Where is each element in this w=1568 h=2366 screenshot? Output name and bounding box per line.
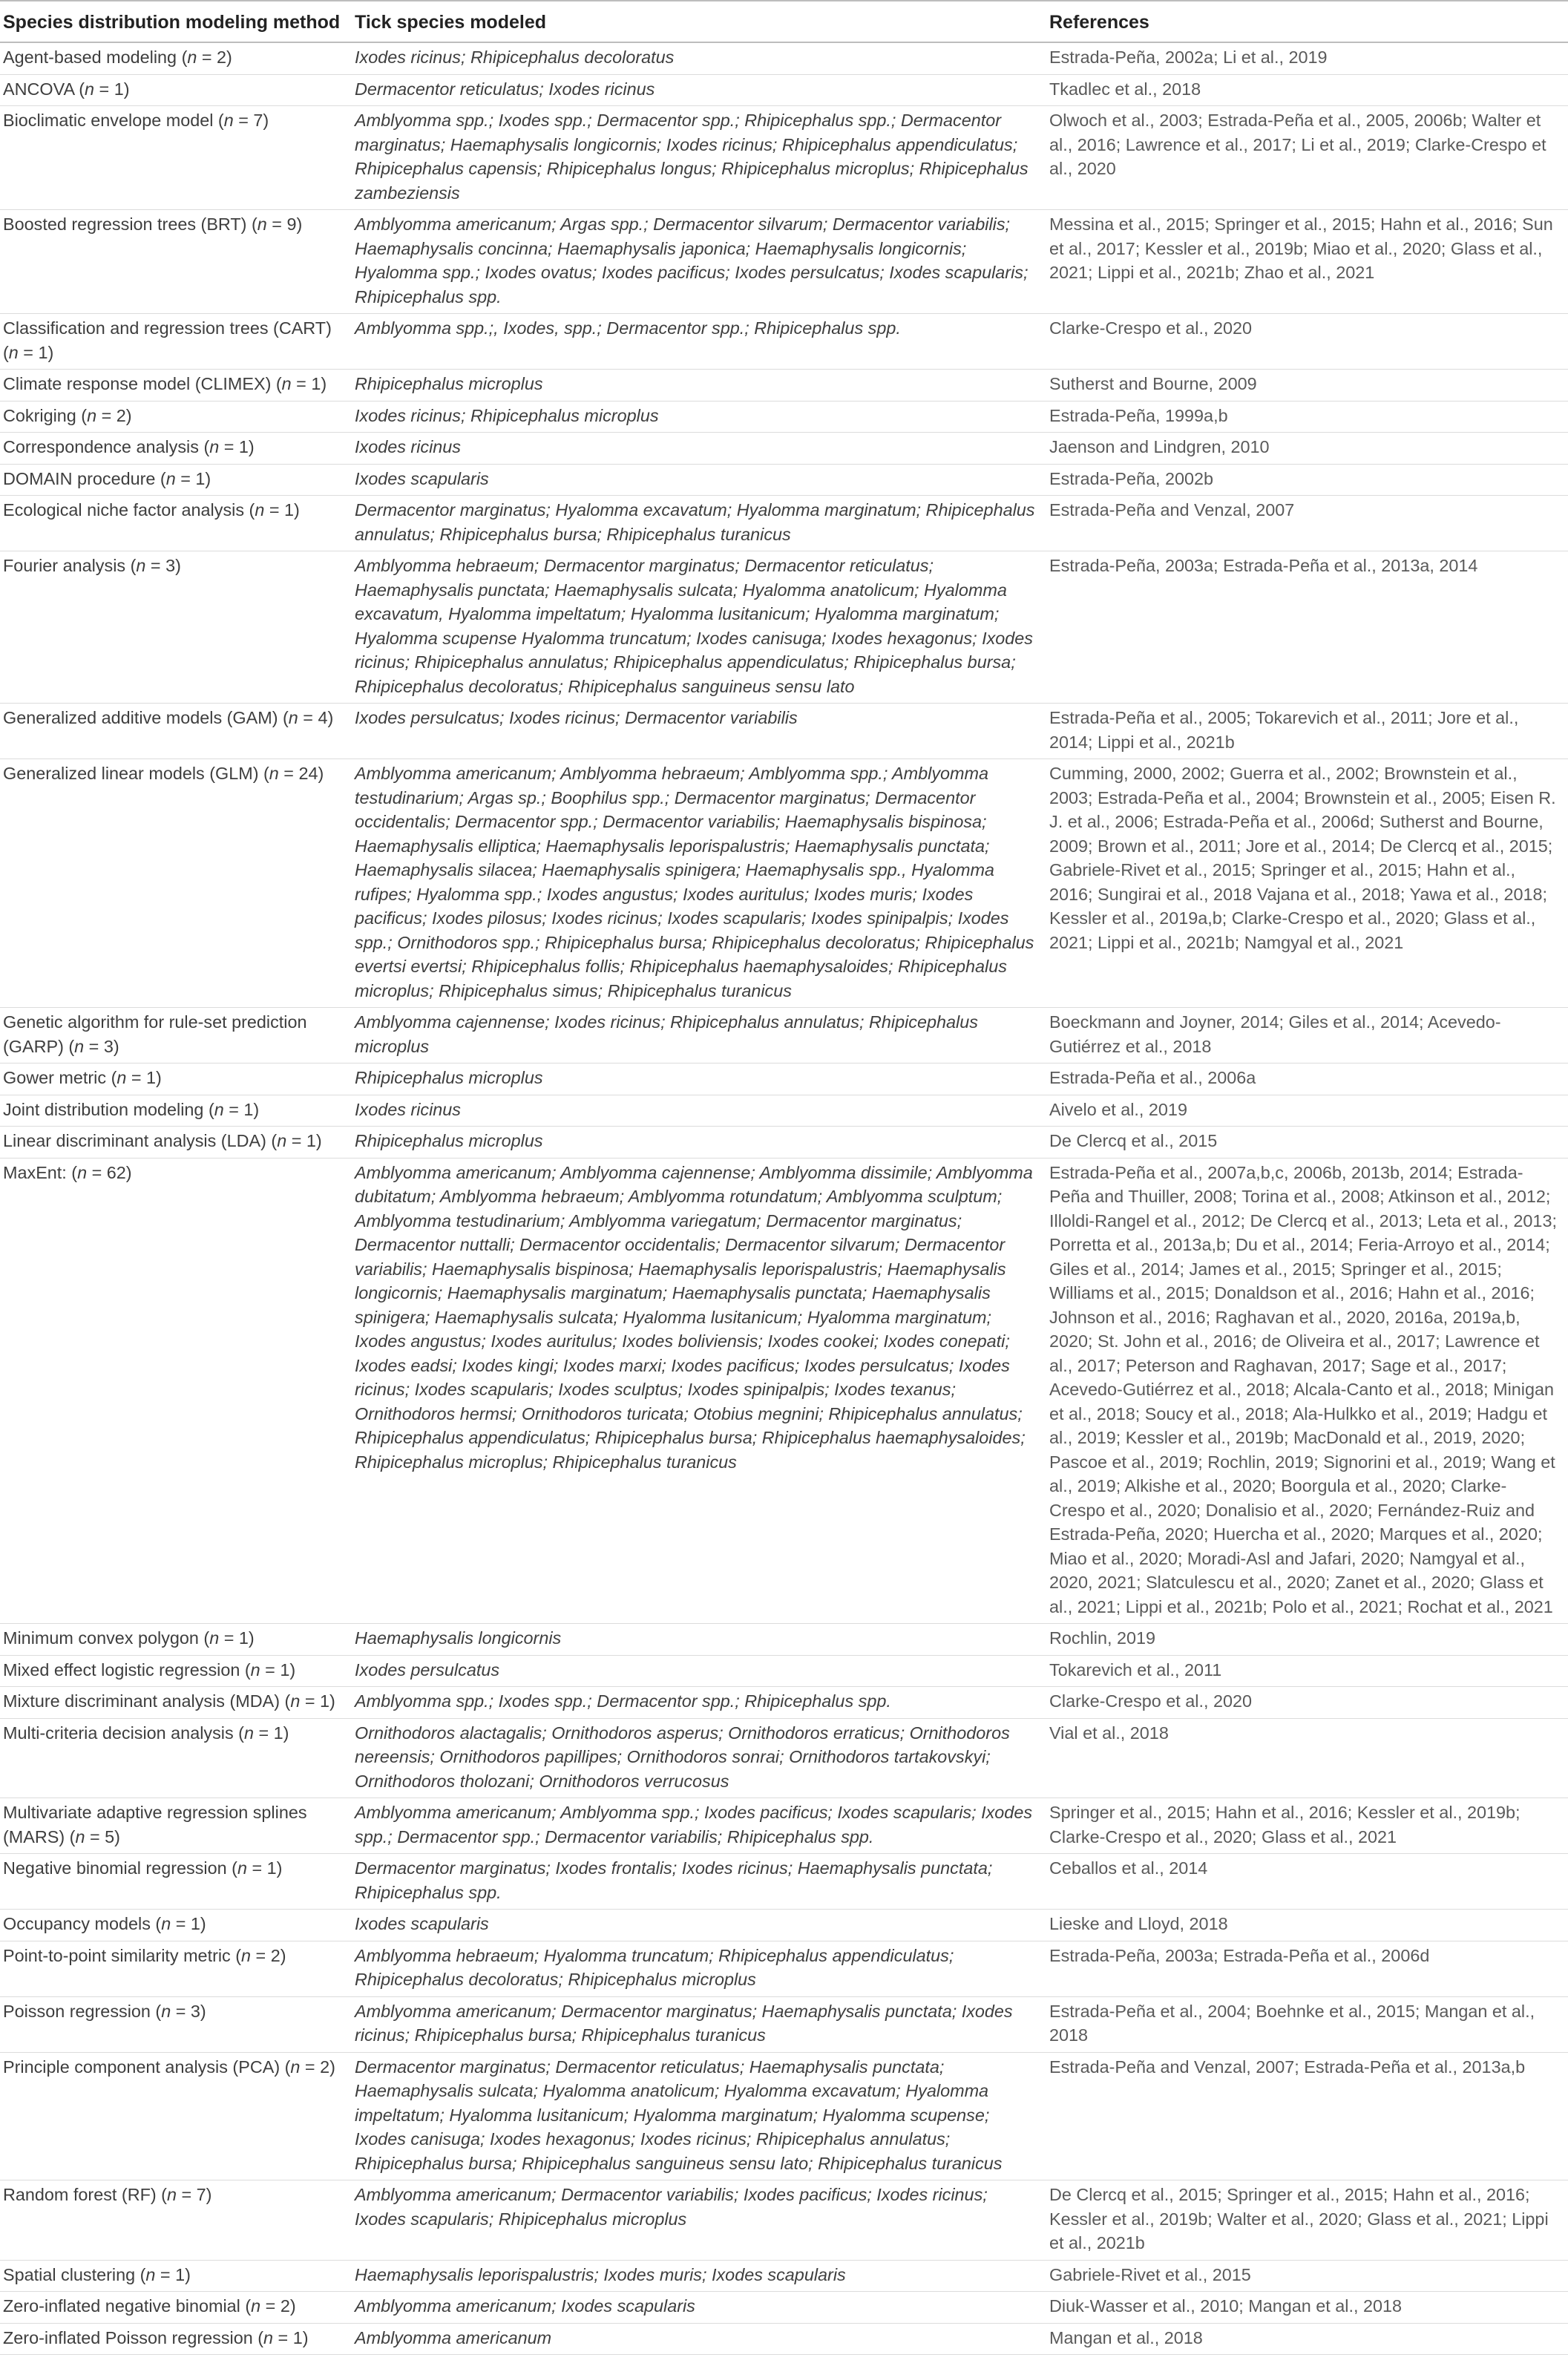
method-n-symbol: n — [277, 1131, 287, 1150]
method-count: = 1) — [300, 1691, 335, 1711]
method-n-symbol: n — [269, 764, 279, 783]
references-cell: Estrada-Peña and Venzal, 2007; Estrada-Peña et al., 2013a,b — [1046, 2052, 1568, 2180]
method-label: Random forest (RF) ( — [3, 2185, 167, 2204]
method-n-symbol: n — [165, 468, 176, 488]
table-row — [0, 42, 1568, 74]
method-n-symbol: n — [214, 1099, 224, 1119]
species-cell: Amblyomma spp.; Ixodes spp.; Dermacentor spp.; Rhipicephalus spp.; Dermacentor marginatus; Haemaphysalis longicornis; Ixodes ricinus; Rhipicephalus appendiculatus; Rhipicephalus capensis; Rhipicephalus longus; Rhipicephalus microplus; Rhipicephalus zambeziensis — [352, 106, 1046, 210]
method-cell — [0, 1798, 352, 1854]
method-count: = 1) — [155, 2264, 191, 2284]
table-row — [0, 370, 1568, 402]
table-row — [0, 1854, 1568, 1910]
species-cell: Rhipicephalus microplus — [352, 1064, 1046, 1095]
species-cell: Dermacentor marginatus; Ixodes frontalis; Ixodes ricinus; Haemaphysalis punctata; Rhipicephalus spp. — [352, 1854, 1046, 1910]
method-cell — [0, 370, 352, 402]
method-count: = 1) — [260, 1659, 296, 1680]
species-cell: Amblyomma americanum; Argas spp.; Dermacentor silvarum; Dermacentor variabilis; Haemaphysalis concinna; Haemaphysalis japonica; Haemaphysalis longicornis; Hyalomma spp.; Ixodes ovatus; Ixodes pacificus; Ixodes persulcatus; Ixodes scapularis; Rhipicephalus spp. — [352, 210, 1046, 314]
method-n-symbol: n — [145, 2264, 156, 2284]
species-cell: Ixodes ricinus; Rhipicephalus decoloratus — [352, 42, 1046, 74]
references-cell: Estrada-Peña et al., 2006a — [1046, 1064, 1568, 1095]
method-cell — [0, 314, 352, 370]
method-count: = 1) — [273, 2327, 309, 2347]
table-row — [0, 1655, 1568, 1687]
references-cell: De Clercq et al., 2015; Springer et al., 2015; Hahn et al., 2016; Kessler et al., 2019b; Walter et al., 2020; Glass et al., 2021; Lippi et al., 2021b — [1046, 2180, 1568, 2261]
method-n-symbol: n — [241, 1945, 252, 1965]
method-n-symbol: n — [237, 1858, 247, 1878]
method-label: Gower metric ( — [3, 1068, 117, 1087]
method-n-symbol: n — [161, 2001, 171, 2021]
table-row — [0, 1718, 1568, 1798]
method-n-symbol: n — [263, 2327, 274, 2347]
species-cell: Amblyomma hebraeum; Hyalomma truncatum; Rhipicephalus appendiculatus; Rhipicephalus decoloratus; Rhipicephalus microplus — [352, 1941, 1046, 1996]
table-row — [0, 1008, 1568, 1064]
method-label: Correspondence analysis ( — [3, 437, 210, 456]
method-count: = 1) — [18, 342, 54, 362]
references-cell: Olwoch et al., 2003; Estrada-Peña et al., 2005, 2006b; Walter et al., 2016; Lawrence et al., 2017; Li et al., 2019; Clarke-Crespo et al., 2020 — [1046, 106, 1568, 210]
method-count: = 3) — [171, 2001, 206, 2021]
method-n-symbol: n — [74, 1036, 85, 1056]
method-cell — [0, 433, 352, 465]
method-label: Classification and regression trees (CART) ( — [3, 318, 332, 362]
method-label: Zero-inflated Poisson regression ( — [3, 2327, 264, 2347]
method-label: Generalized additive models (GAM) ( — [3, 708, 289, 727]
table-row — [0, 496, 1568, 551]
method-label: Multivariate adaptive regression splines (MARS) ( — [3, 1803, 307, 1846]
method-cell — [0, 1718, 352, 1798]
method-cell — [0, 1095, 352, 1127]
method-label: Generalized linear models (GLM) ( — [3, 764, 269, 783]
method-cell — [0, 1687, 352, 1719]
table-row — [0, 2292, 1568, 2324]
header-row — [0, 1, 1568, 42]
method-count: = 4) — [298, 708, 334, 727]
header-species: Tick species modeled — [352, 1, 1046, 42]
method-label: Poisson regression ( — [3, 2001, 162, 2021]
table-row — [0, 1996, 1568, 2052]
method-cell — [0, 1127, 352, 1159]
species-cell: Amblyomma americanum — [352, 2323, 1046, 2355]
header-references: References — [1046, 1, 1568, 42]
table-row — [0, 759, 1568, 1008]
method-n-symbol: n — [288, 708, 298, 727]
method-count: = 1) — [171, 1914, 206, 1933]
references-cell: Cumming, 2000, 2002; Guerra et al., 2002; Brownstein et al., 2003; Estrada-Peña et al., 2004; Brownstein et al., 2005; Eisen R. J. et al., 2006; Estrada-Peña et al., 2006d; Sutherst and Bourne, 2009; Brown et al., 2011; Jore et al., 2014; De Clercq et al., 2015; Gabriele-Rivet et al., 2015; Springer et al., 2015; Hahn et al., 2016; Sungirai et al., 2018 Vajana et al., 2018; Yawa et al., 2018; Kessler et al., 2019a,b; Clarke-Crespo et al., 2020; Glass et al., 2021; Lippi et al., 2021b; Namgyal et al., 2021 — [1046, 759, 1568, 1008]
method-cell — [0, 1910, 352, 1941]
species-cell: Dermacentor marginatus; Hyalomma excavatum; Hyalomma marginatum; Rhipicephalus annulatus; Rhipicephalus bursa; Rhipicephalus turanicus — [352, 496, 1046, 551]
method-count: = 2) — [96, 405, 132, 425]
species-cell: Amblyomma spp.; Ixodes spp.; Dermacentor spp.; Rhipicephalus spp. — [352, 1687, 1046, 1719]
table-row — [0, 1624, 1568, 1656]
method-n-symbol: n — [290, 2057, 301, 2077]
method-n-symbol: n — [290, 1691, 301, 1711]
references-cell: Springer et al., 2015; Hahn et al., 2016; Kessler et al., 2019b; Clarke-Crespo et al., 2020; Glass et al., 2021 — [1046, 1798, 1568, 1854]
method-n-symbol: n — [281, 374, 292, 393]
table-row — [0, 314, 1568, 370]
method-label: Zero-inflated negative binomial ( — [3, 2296, 252, 2316]
method-cell — [0, 401, 352, 433]
method-n-symbol: n — [243, 1723, 254, 1743]
method-cell — [0, 1064, 352, 1095]
method-n-symbol: n — [161, 1914, 171, 1933]
method-count: = 1) — [126, 1068, 162, 1087]
method-cell — [0, 1655, 352, 1687]
method-label: Boosted regression trees (BRT) ( — [3, 214, 257, 234]
method-label: Cokriging ( — [3, 405, 88, 425]
method-label: Spatial clustering ( — [3, 2264, 146, 2284]
table-row — [0, 2052, 1568, 2180]
method-count: = 1) — [219, 437, 255, 456]
method-count: = 2) — [300, 2057, 335, 2077]
references-cell: Estrada-Peña, 2002b — [1046, 464, 1568, 496]
table-body — [0, 42, 1568, 2355]
species-cell: Ixodes persulcatus; Ixodes ricinus; Dermacentor variabilis — [352, 704, 1046, 759]
method-count: = 62) — [87, 1162, 132, 1182]
table-row — [0, 1910, 1568, 1941]
method-count: = 1) — [175, 468, 211, 488]
method-label: Occupancy models ( — [3, 1914, 162, 1933]
method-cell — [0, 2260, 352, 2292]
method-count: = 3) — [145, 556, 181, 575]
method-label: Joint distribution modeling ( — [3, 1099, 214, 1119]
species-cell: Ixodes scapularis — [352, 1910, 1046, 1941]
table-row — [0, 2323, 1568, 2355]
table-row — [0, 74, 1568, 106]
method-count: = 2) — [251, 1945, 286, 1965]
method-n-symbol: n — [257, 214, 267, 234]
method-label: Agent-based modeling ( — [3, 47, 188, 67]
references-cell: Estrada-Peña, 2003a; Estrada-Peña et al., 2013a, 2014 — [1046, 551, 1568, 704]
references-cell: Vial et al., 2018 — [1046, 1718, 1568, 1798]
method-count: = 1) — [253, 1723, 289, 1743]
table-row — [0, 1158, 1568, 1624]
table-row — [0, 1687, 1568, 1719]
method-cell — [0, 2052, 352, 2180]
species-cell: Amblyomma americanum; Amblyomma cajennense; Amblyomma dissimile; Amblyomma dubitatum; Amblyomma hebraeum; Amblyomma rotundatum; Amblyomma sculptum; Amblyomma testudinarium; Amblyomma variegatum; Dermacentor marginatus; Dermacentor nuttalli; Dermacentor occidentalis; Dermacentor silvarum; Dermacentor variabilis; Haemaphysalis bispinosa; Haemaphysalis leporispalustris; Haemaphysalis longicornis; Haemaphysalis marginatum; Haemaphysalis punctata; Haemaphysalis spinigera; Haemaphysalis sulcata; Hyalomma lusitanicum; Hyalomma marginatum; Ixodes angustus; Ixodes auritulus; Ixodes boliviensis; Ixodes cookei; Ixodes conepati; Ixodes eadsi; Ixodes kingi; Ixodes marxi; Ixodes pacificus; Ixodes persulcatus; Ixodes ricinus; Ixodes scapularis; Ixodes sculptus; Ixodes spinipalpis; Ixodes texanus; Ornithodoros hermsi; Ornithodoros turicata; Otobius megnini; Rhipicephalus annulatus; Rhipicephalus appendiculatus; Rhipicephalus bursa; Rhipicephalus haemaphysaloides; Rhipicephalus microplus; Rhipicephalus turanicus — [352, 1158, 1046, 1624]
references-cell: Estrada-Peña, 2002a; Li et al., 2019 — [1046, 42, 1568, 74]
method-n-symbol: n — [166, 2185, 177, 2204]
references-cell: Gabriele-Rivet et al., 2015 — [1046, 2260, 1568, 2292]
references-cell: Estrada-Peña, 2003a; Estrada-Peña et al., 2006d — [1046, 1941, 1568, 1996]
method-cell — [0, 704, 352, 759]
method-label: Principle component analysis (PCA) ( — [3, 2057, 291, 2077]
method-cell — [0, 106, 352, 210]
method-cell — [0, 74, 352, 106]
method-count: = 1) — [94, 79, 130, 99]
method-label: Minimum convex polygon ( — [3, 1628, 210, 1648]
references-cell: Diuk-Wasser et al., 2010; Mangan et al., 2018 — [1046, 2292, 1568, 2324]
method-cell — [0, 2180, 352, 2261]
references-cell: Mangan et al., 2018 — [1046, 2323, 1568, 2355]
species-cell: Amblyomma americanum; Amblyomma spp.; Ixodes pacificus; Ixodes scapularis; Ixodes spp.; Dermacentor spp.; Dermacentor variabilis; Rhipicephalus spp. — [352, 1798, 1046, 1854]
method-n-symbol: n — [117, 1068, 127, 1087]
species-cell: Amblyomma americanum; Ixodes scapularis — [352, 2292, 1046, 2324]
method-n-symbol: n — [255, 500, 265, 520]
references-cell: Aivelo et al., 2019 — [1046, 1095, 1568, 1127]
method-count: = 7) — [176, 2185, 212, 2204]
table-row — [0, 464, 1568, 496]
method-n-symbol: n — [85, 79, 95, 99]
references-cell: Tkadlec et al., 2018 — [1046, 74, 1568, 106]
references-cell: Clarke-Crespo et al., 2020 — [1046, 1687, 1568, 1719]
method-n-symbol: n — [209, 437, 220, 456]
references-cell: Estrada-Peña and Venzal, 2007 — [1046, 496, 1568, 551]
species-cell: Amblyomma cajennense; Ixodes ricinus; Rhipicephalus annulatus; Rhipicephalus microplus — [352, 1008, 1046, 1064]
method-cell — [0, 551, 352, 704]
method-cell — [0, 2292, 352, 2324]
species-cell: Ornithodoros alactagalis; Ornithodoros asperus; Ornithodoros erraticus; Ornithodoros nereensis; Ornithodoros papillipes; Ornithodoros sonrai; Ornithodoros tartakovskyi; Ornithodoros tholozani; Ornithodoros verrucosus — [352, 1718, 1046, 1798]
method-cell — [0, 496, 352, 551]
method-n-symbol: n — [251, 2296, 261, 2316]
references-cell: Messina et al., 2015; Springer et al., 2015; Hahn et al., 2016; Sun et al., 2017; Kessler et al., 2019b; Miao et al., 2020; Glass et al., 2021; Lippi et al., 2021b; Zhao et al., 2021 — [1046, 210, 1568, 314]
species-cell: Amblyomma americanum; Dermacentor variabilis; Ixodes pacificus; Ixodes ricinus; Ixodes scapularis; Rhipicephalus microplus — [352, 2180, 1046, 2261]
method-label: ANCOVA ( — [3, 79, 85, 99]
table-row — [0, 433, 1568, 465]
references-cell: Estrada-Peña et al., 2005; Tokarevich et al., 2011; Jore et al., 2014; Lippi et al., 2021b — [1046, 704, 1568, 759]
table-row — [0, 551, 1568, 704]
method-label: Fourier analysis ( — [3, 556, 137, 575]
species-cell: Ixodes ricinus; Rhipicephalus microplus — [352, 401, 1046, 433]
method-n-symbol: n — [75, 1826, 85, 1846]
table-row — [0, 2260, 1568, 2292]
method-cell — [0, 1996, 352, 2052]
method-cell — [0, 759, 352, 1008]
method-n-symbol: n — [250, 1659, 260, 1680]
method-count: = 1) — [286, 1131, 322, 1150]
references-cell: Ceballos et al., 2014 — [1046, 1854, 1568, 1910]
table-row — [0, 106, 1568, 210]
method-label: Climate response model (CLIMEX) ( — [3, 374, 282, 393]
method-label: Mixture discriminant analysis (MDA) ( — [3, 1691, 291, 1711]
references-cell: Rochlin, 2019 — [1046, 1624, 1568, 1656]
references-cell: De Clercq et al., 2015 — [1046, 1127, 1568, 1159]
method-cell — [0, 1941, 352, 1996]
species-cell: Ixodes ricinus — [352, 433, 1046, 465]
method-count: = 1) — [223, 1099, 260, 1119]
method-count: = 24) — [278, 764, 324, 783]
species-cell: Amblyomma americanum; Dermacentor marginatus; Haemaphysalis punctata; Ixodes ricinus; Rhipicephalus bursa; Rhipicephalus turanicus — [352, 1996, 1046, 2052]
method-cell — [0, 1158, 352, 1624]
species-cell: Haemaphysalis leporispalustris; Ixodes muris; Ixodes scapularis — [352, 2260, 1046, 2292]
method-n-symbol: n — [223, 111, 234, 130]
species-cell: Amblyomma hebraeum; Dermacentor marginatus; Dermacentor reticulatus; Haemaphysalis punctata; Haemaphysalis sulcata; Hyalomma anatolicum; Hyalomma excavatum, Hyalomma impeltatum; Hyalomma lusitanicum; Hyalomma marginatum; Hyalomma scupense Hyalomma truncatum; Ixodes canisuga; Ixodes hexagonus; Ixodes ricinus; Rhipicephalus annulatus; Rhipicephalus appendiculatus; Rhipicephalus bursa; Rhipicephalus decoloratus; Rhipicephalus sanguineus sensu lato — [352, 551, 1046, 704]
method-label: Mixed effect logistic regression ( — [3, 1659, 251, 1680]
method-label: DOMAIN procedure ( — [3, 468, 166, 488]
species-cell: Amblyomma americanum; Amblyomma hebraeum; Amblyomma spp.; Amblyomma testudinarium; Argas sp.; Boophilus spp.; Dermacentor marginatus; Dermacentor occidentalis; Dermacentor spp.; Dermacentor variabilis; Haemaphysalis bispinosa; Haemaphysalis elliptica; Haemaphysalis leporispalustris; Haemaphysalis punctata; Haemaphysalis silacea; Haemaphysalis spinigera; Haemaphysalis spp., Hyalomma rufipes; Hyalomma spp.; Ixodes angustus; Ixodes auritulus; Ixodes muris; Ixodes pacificus; Ixodes pilosus; Ixodes ricinus; Ixodes scapularis; Ixodes spinipalpis; Ixodes spp.; Ornithodoros spp.; Rhipicephalus bursa; Rhipicephalus decoloratus; Rhipicephalus evertsi evertsi; Rhipicephalus follis; Rhipicephalus haemaphysaloides; Rhipicephalus microplus; Rhipicephalus simus; Rhipicephalus turanicus — [352, 759, 1046, 1008]
method-cell — [0, 42, 352, 74]
table-row — [0, 1095, 1568, 1127]
method-cell — [0, 1624, 352, 1656]
species-cell: Ixodes persulcatus — [352, 1655, 1046, 1687]
species-cell: Dermacentor reticulatus; Ixodes ricinus — [352, 74, 1046, 106]
references-cell: Clarke-Crespo et al., 2020 — [1046, 314, 1568, 370]
method-count: = 2) — [197, 47, 232, 67]
method-label: MaxEnt: ( — [3, 1162, 78, 1182]
table-row — [0, 2180, 1568, 2261]
species-cell: Rhipicephalus microplus — [352, 370, 1046, 402]
method-count: = 2) — [260, 2296, 296, 2316]
header-method: Species distribution modeling method — [0, 1, 352, 42]
table-row — [0, 210, 1568, 314]
references-cell: Tokarevich et al., 2011 — [1046, 1655, 1568, 1687]
method-count: = 7) — [233, 111, 269, 130]
references-cell: Boeckmann and Joyner, 2014; Giles et al., 2014; Acevedo-Gutiérrez et al., 2018 — [1046, 1008, 1568, 1064]
references-cell: Estrada-Peña, 1999a,b — [1046, 401, 1568, 433]
method-count: = 5) — [85, 1826, 120, 1846]
method-count: = 1) — [291, 374, 327, 393]
method-n-symbol: n — [8, 342, 19, 362]
method-cell — [0, 1854, 352, 1910]
method-label: Bioclimatic envelope model ( — [3, 111, 224, 130]
method-count: = 1) — [219, 1628, 255, 1648]
method-count: = 1) — [246, 1858, 283, 1878]
method-n-symbol: n — [136, 556, 146, 575]
method-cell — [0, 464, 352, 496]
references-cell: Estrada-Peña et al., 2007a,b,c, 2006b, 2013b, 2014; Estrada-Peña and Thuiller, 2008; Torina et al., 2008; Atkinson et al., 2012; Illoldi-Rangel et al., 2012; De Clercq et al., 2013; Leta et al., 2013; Porretta et al., 2013a,b; Du et al., 2014; Feria-Arroyo et al., 2014; Giles et al., 2014; James et al., 2015; Springer et al., 2015; Williams et al., 2015; Donaldson et al., 2016; Hahn et al., 2016; Johnson et al., 2016; Raghavan et al., 2020, 2016a, 2019a,b, 2020; St. John et al., 2016; de Oliveira et al., 2017; Lawrence et al., 2017; Peterson and Raghavan, 2017; Sage et al., 2017; Acevedo-Gutiérrez et al., 2018; Alcala-Canto et al., 2018; Minigan et al., 2018; Soucy et al., 2018; Ala-Hulkko et al., 2019; Hadgu et al., 2019; Kessler et al., 2019b; MacDonald et al., 2019, 2020; Pascoe et al., 2019; Rochlin, 2019; Signorini et al., 2019; Wang et al., 2019; Alkishe et al., 2020; Boorgula et al., 2020; Clarke-Crespo et al., 2020; Donalisio et al., 2020; Fernández-Ruiz and Estrada-Peña, 2020; Huercha et al., 2020; Marques et al., 2020; Miao et al., 2020; Moradi-Asl and Jafari, 2020; Namgyal et al., 2020, 2021; Slatculescu et al., 2020; Zanet et al., 2020; Glass et al., 2021; Lippi et al., 2021b; Polo et al., 2021; Rochat et al., 2021 — [1046, 1158, 1568, 1624]
method-count: = 1) — [264, 500, 300, 520]
method-n-symbol: n — [187, 47, 197, 67]
species-cell: Rhipicephalus microplus — [352, 1127, 1046, 1159]
method-label: Genetic algorithm for rule-set prediction (GARP) ( — [3, 1012, 307, 1056]
method-n-symbol: n — [209, 1628, 220, 1648]
references-cell: Sutherst and Bourne, 2009 — [1046, 370, 1568, 402]
table-row — [0, 401, 1568, 433]
method-n-symbol: n — [77, 1162, 88, 1182]
method-cell — [0, 2323, 352, 2355]
method-label: Point-to-point similarity metric ( — [3, 1945, 242, 1965]
species-cell: Dermacentor marginatus; Dermacentor reticulatus; Haemaphysalis punctata; Haemaphysalis sulcata; Hyalomma anatolicum; Hyalomma excavatum; Hyalomma impeltatum; Hyalomma lusitanicum; Hyalomma marginatum; Hyalomma scupense; Ixodes canisuga; Ixodes hexagonus; Ixodes ricinus; Rhipicephalus annulatus; Rhipicephalus bursa; Rhipicephalus sanguineus sensu lato; Rhipicephalus turanicus — [352, 2052, 1046, 2180]
method-count: = 9) — [266, 214, 303, 234]
species-cell: Amblyomma spp.;, Ixodes, spp.; Dermacentor spp.; Rhipicephalus spp. — [352, 314, 1046, 370]
method-cell — [0, 1008, 352, 1064]
method-cell — [0, 210, 352, 314]
method-label: Ecological niche factor analysis ( — [3, 500, 255, 520]
method-n-symbol: n — [87, 405, 97, 425]
species-cell: Ixodes scapularis — [352, 464, 1046, 496]
method-label: Multi-criteria decision analysis ( — [3, 1723, 244, 1743]
references-cell: Jaenson and Lindgren, 2010 — [1046, 433, 1568, 465]
table-row — [0, 1941, 1568, 1996]
table-row — [0, 1127, 1568, 1159]
table-row — [0, 1798, 1568, 1854]
method-label: Linear discriminant analysis (LDA) ( — [3, 1131, 278, 1150]
method-count: = 3) — [84, 1036, 119, 1056]
references-cell: Lieske and Lloyd, 2018 — [1046, 1910, 1568, 1941]
references-cell: Estrada-Peña et al., 2004; Boehnke et al., 2015; Mangan et al., 2018 — [1046, 1996, 1568, 2052]
method-label: Negative binomial regression ( — [3, 1858, 237, 1878]
table-row — [0, 704, 1568, 759]
species-cell: Ixodes ricinus — [352, 1095, 1046, 1127]
table-row — [0, 1064, 1568, 1095]
species-cell: Haemaphysalis longicornis — [352, 1624, 1046, 1656]
